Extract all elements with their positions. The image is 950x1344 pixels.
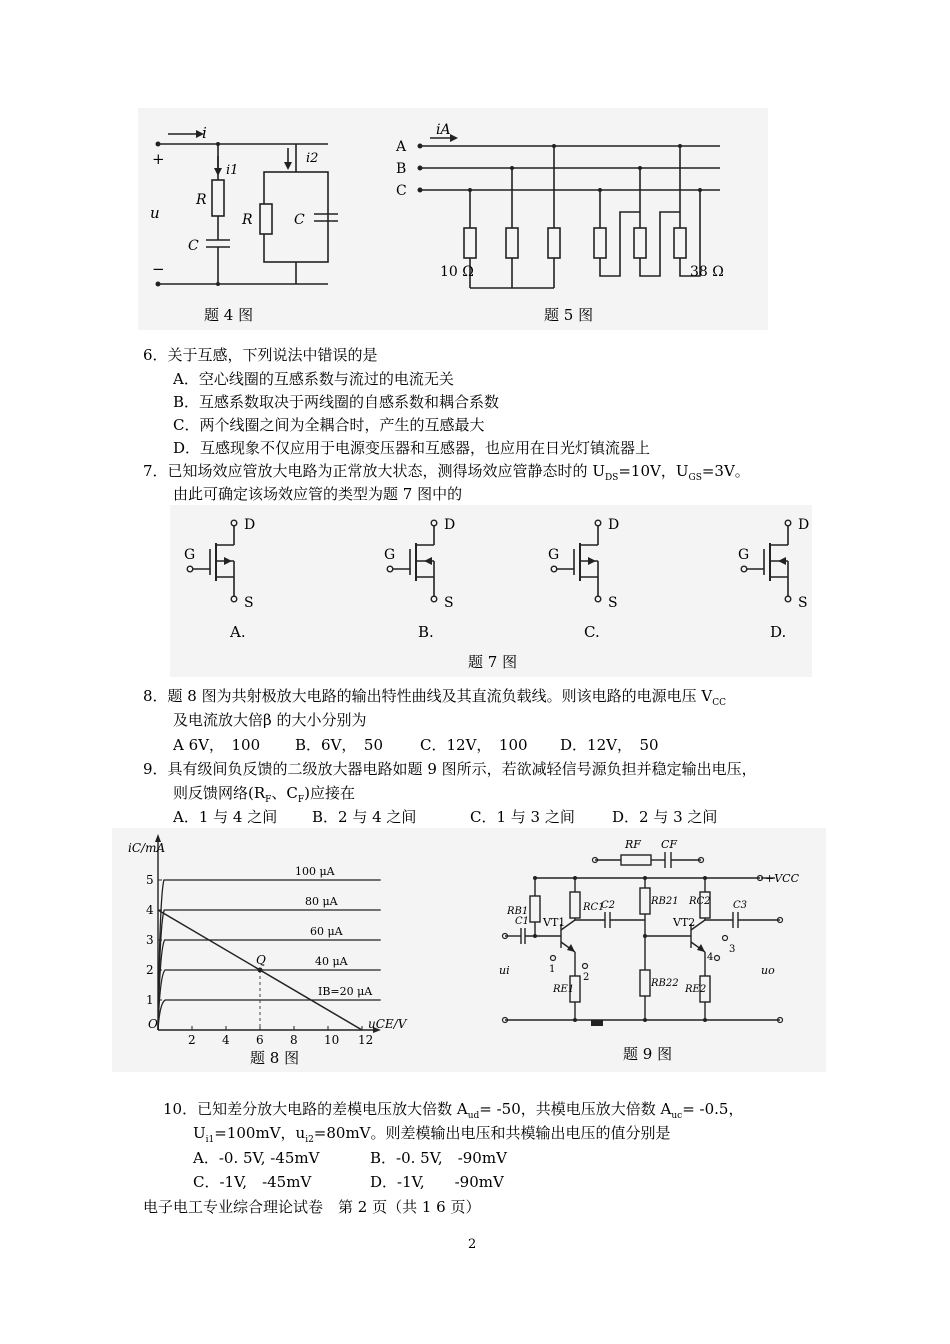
fig9-rc1-label: RC1: [583, 902, 605, 913]
y-tick-label: 3: [146, 933, 154, 947]
fig9-ui-label: ui: [499, 964, 510, 977]
q9-option-a[interactable]: A．1 与 4 之间: [173, 808, 278, 826]
fig9-node1-label: 1: [549, 964, 556, 975]
fig5-b-label: B: [396, 161, 407, 177]
fig4-caption: 题 4 图: [204, 306, 254, 324]
fig4-i2-label: i2: [306, 151, 319, 166]
fig8-caption: 题 8 图: [250, 1049, 300, 1067]
fig4-plus-label: +: [152, 150, 165, 168]
q10-option-a[interactable]: A．-0. 5V, -45mV: [193, 1149, 320, 1167]
fig5-ia-label: iA: [436, 122, 451, 138]
fet-d-option-label: D.: [770, 623, 787, 641]
fig9-vt1-label: VT1: [543, 916, 566, 929]
fig4-minus-label: −: [152, 260, 165, 278]
fig8-xlabel: uCE/V: [368, 1017, 407, 1031]
fet-option-d[interactable]: [738, 517, 809, 641]
curve-label: 40 μA: [315, 955, 348, 968]
q-point: [258, 968, 263, 973]
fig5-a-label: A: [396, 139, 407, 155]
fig9-vcc-label: +VCC: [765, 872, 799, 885]
fig9-re2-label: RE2: [685, 984, 707, 995]
fet-option-b[interactable]: [384, 517, 455, 641]
x-tick-label: 8: [290, 1033, 298, 1047]
fig9-cf-label: CF: [661, 838, 678, 851]
fig9-re1-label: RE1: [553, 984, 575, 995]
q7-line2: 由此可确定该场效应管的类型为题 7 图中的: [173, 485, 463, 503]
q10-line2: $U_{i1}=100mV$，$u_{i2}=80mV$。则差模输出电压和共模输出电压的值分别是: [193, 1124, 671, 1145]
fet-c-g-label: G: [548, 547, 560, 563]
fet-b-d-label: D: [444, 517, 456, 533]
q6-option-c[interactable]: C．两个线圈之间为全耦合时，产生的互感最大: [173, 416, 485, 434]
fet-b-s-label: S: [444, 595, 454, 611]
fig9-node3-label: 3: [729, 944, 736, 955]
figure-9: [495, 830, 825, 1070]
q10-line1: 10．已知差分放大电路的差模电压放大倍数 $A_{ud}= -50$，共模电压放大倍数 $A_{uc}= -0.5$，: [163, 1100, 744, 1121]
fig4-i1-label: i1: [226, 163, 239, 178]
fig9-rf-label: RF: [625, 838, 641, 851]
curve-label: 60 μA: [310, 925, 343, 938]
y-tick-label: 1: [146, 993, 154, 1007]
fig4-i-label: i: [202, 124, 207, 142]
y-tick-label: 5: [146, 873, 154, 887]
q6-stem: 6．关于互感，下列说法中错误的是: [143, 346, 378, 364]
fet-c-option-label: C.: [584, 623, 600, 641]
fig9-caption: 题 9 图: [623, 1045, 673, 1063]
x-tick-label: 12: [358, 1033, 374, 1047]
curve-label: 100 μA: [295, 865, 335, 878]
fig8-origin: O: [148, 1017, 158, 1031]
x-tick-label: 2: [188, 1033, 196, 1047]
q9-option-b[interactable]: B．2 与 4 之间: [312, 808, 417, 826]
fig9-rb21-label: RB21: [651, 896, 679, 907]
x-tick-label: 6: [256, 1033, 264, 1047]
fet-d-g-label: G: [738, 547, 750, 563]
fet-d-d-label: D: [798, 517, 810, 533]
fig9-c3-label: C3: [733, 900, 748, 911]
q9-option-c[interactable]: C．1 与 3 之间: [470, 808, 575, 826]
fig9-c1-label: C1: [515, 916, 530, 927]
q9-option-d[interactable]: D．2 与 3 之间: [612, 808, 718, 826]
fig5-38ohm-label: 38 Ω: [690, 264, 724, 280]
fet-a-s-label: S: [244, 595, 254, 611]
q8-line1: 8．题 8 图为共射极放大电路的输出特性曲线及其直流负载线。则该电路的电源电压 $V_{CC}$: [143, 687, 727, 708]
fet-a-d-label: D: [244, 517, 256, 533]
fig4-u-label: u: [150, 204, 160, 222]
q8-line2: 及电流放大倍β 的大小分别为: [173, 711, 367, 729]
fet-c-s-label: S: [608, 595, 618, 611]
q8-option-a[interactable]: A 6V， 100: [173, 736, 261, 754]
fig7-caption: 题 7 图: [468, 653, 518, 671]
fig9-c2-label: C2: [601, 900, 616, 911]
fet-c-d-label: D: [608, 517, 620, 533]
figure-7: [170, 505, 812, 677]
fig5-caption: 题 5 图: [544, 306, 594, 324]
fig4-r2-label: R: [242, 212, 253, 228]
fet-a-option-label: A.: [230, 623, 246, 641]
fig8-ylabel: iC/mA: [128, 841, 166, 855]
q6-option-d[interactable]: D．互感现象不仅应用于电源变压器和互感器，也应用在日光灯镇流器上: [173, 439, 651, 457]
q6-option-a[interactable]: A．空心线圈的互感系数与流过的电流无关: [173, 370, 454, 388]
footer-text: 电子电工专业综合理论试卷 第 2 页（共 1 6 页）: [143, 1198, 481, 1216]
fig4-r1-label: R: [196, 192, 207, 208]
fig9-node4-label: 4: [707, 952, 714, 963]
y-tick-label: 4: [146, 903, 154, 917]
q8-option-b[interactable]: B．6V， 50: [295, 736, 383, 754]
q10-option-b[interactable]: B．-0. 5V, -90mV: [370, 1149, 507, 1167]
y-tick-label: 2: [146, 963, 154, 977]
q8-option-d[interactable]: D．12V， 50: [560, 736, 659, 754]
q9-line1: 9．具有级间负反馈的二级放大器电路如题 9 图所示，若欲减轻信号源负担并稳定输出电压，: [143, 760, 757, 778]
figure-4: [138, 108, 378, 330]
fet-b-option-label: B.: [418, 623, 434, 641]
curve-label: IB=20 μA: [318, 985, 373, 998]
x-tick-label: 10: [324, 1033, 340, 1047]
q8-option-c[interactable]: C．12V， 100: [420, 736, 528, 754]
q-label: Q: [256, 953, 266, 967]
figure-8-chart: [120, 830, 407, 1070]
fet-d-s-label: S: [798, 595, 808, 611]
fig9-rb1-label: RB1: [507, 906, 529, 917]
fet-a-g-label: G: [184, 547, 196, 563]
x-tick-label: 4: [222, 1033, 230, 1047]
fig4-c2-label: C: [294, 212, 305, 228]
fig9-vt2-label: VT2: [673, 916, 696, 929]
curve-label: 80 μA: [305, 895, 338, 908]
q10-option-d[interactable]: D．-1V, -90mV: [370, 1173, 504, 1191]
q7-line1: 7．已知场效应管放大电路为正常放大状态，测得场效应管静态时的 $U_{DS}=10V$，$U_{GS}=3V$。: [143, 462, 750, 483]
fig5-10ohm-label: 10 Ω: [440, 264, 474, 280]
fet-b-g-label: G: [384, 547, 396, 563]
page-number: 2: [468, 1237, 477, 1252]
q9-line2: 则反馈网络($R_F$、$C_F$)应接在: [173, 784, 355, 805]
characteristic-curve: [158, 1000, 381, 1030]
q6-option-b[interactable]: B．互感系数取决于两线圈的自感系数和耦合系数: [173, 393, 500, 411]
q10-option-c[interactable]: C．-1V, -45mV: [193, 1173, 312, 1191]
fet-option-c[interactable]: [548, 517, 619, 641]
fig9-rc2-label: RC2: [689, 896, 711, 907]
fig9-rb22-label: RB22: [651, 978, 679, 989]
fig9-node2-label: 2: [583, 972, 590, 983]
fig5-c-label: C: [396, 183, 407, 199]
fet-option-a[interactable]: [184, 517, 255, 641]
figure-5: [390, 108, 770, 330]
fig4-c1-label: C: [188, 238, 199, 254]
fig9-uo-label: uo: [761, 964, 775, 977]
